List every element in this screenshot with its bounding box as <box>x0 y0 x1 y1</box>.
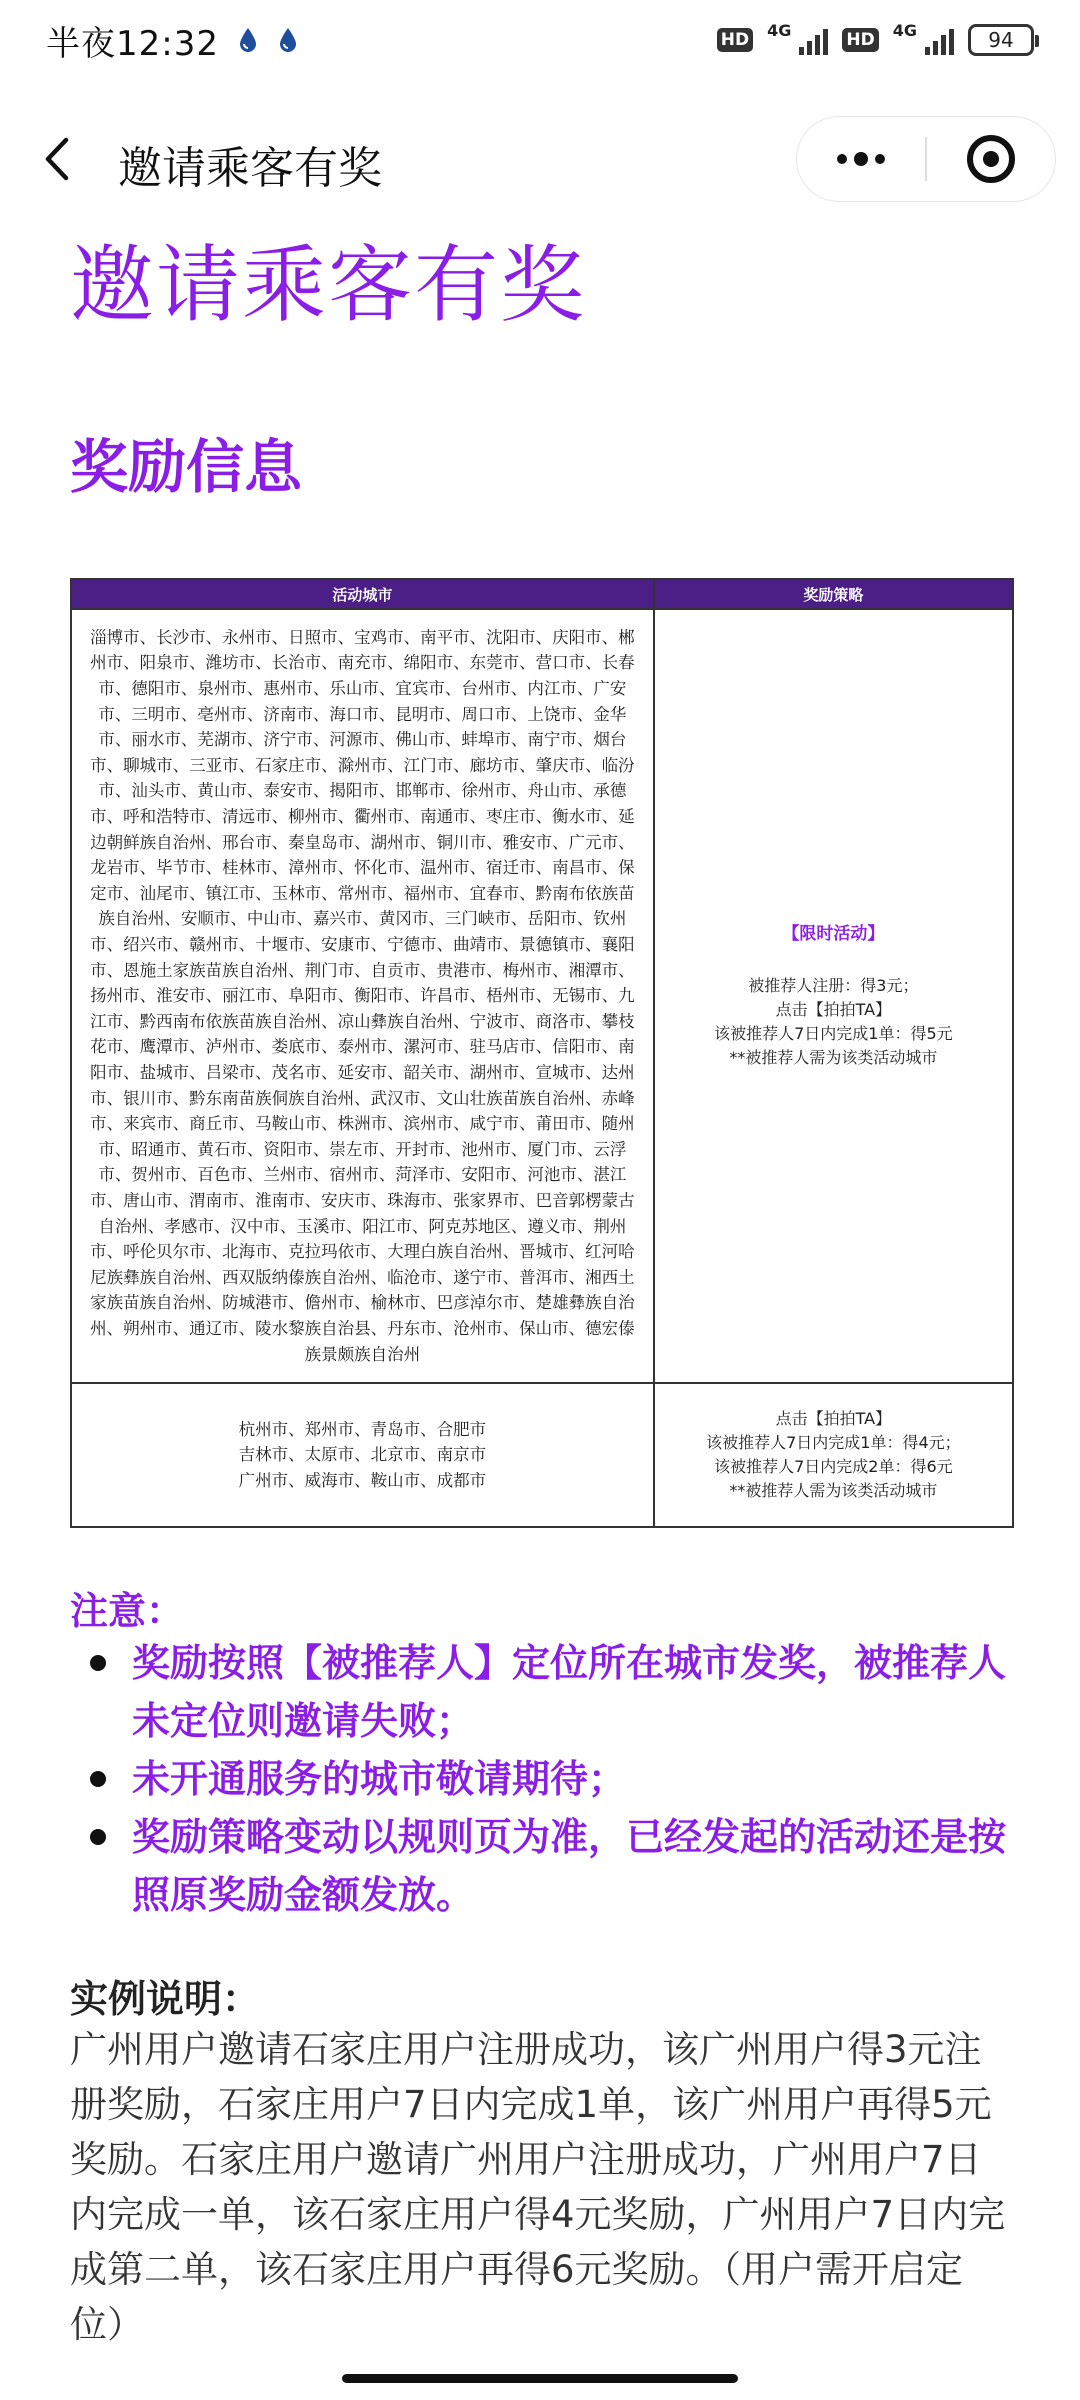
city-line: 吉林市、太原市、北京市、南京市 <box>238 1445 487 1465</box>
list-item: 奖励策略变动以规则页为准，已经发起的活动还是按照原奖励金额发放。 <box>70 1808 1010 1924</box>
table-row <box>71 609 1013 1383</box>
status-left <box>46 16 299 65</box>
notice-list <box>70 1634 1010 1924</box>
policy-line: 点击【拍拍TA】 <box>775 1409 892 1428</box>
network-type-2: 4G <box>892 20 917 40</box>
header-policy: 奖励策略 <box>654 579 1013 609</box>
hd-badge-1: HD <box>717 28 753 52</box>
table-header-row <box>71 579 1013 609</box>
battery-level: 94 <box>988 28 1014 52</box>
status-bar <box>0 0 1080 80</box>
mini-program-capsule <box>796 116 1056 202</box>
more-dot-icon <box>837 154 847 164</box>
status-right <box>717 20 1034 56</box>
more-button[interactable] <box>797 117 925 201</box>
nav-title: 邀请乘客有奖 <box>118 143 382 194</box>
reward-table <box>70 578 1014 1528</box>
cities-cell: 淄博市、长沙市、永州市、日照市、宝鸡市、南平市、沈阳市、庆阳市、郴州市、阳泉市、潍坊市、长治市、南充市、绵阳市、东莞市、营口市、长春市、德阳市、泉州市、惠州市、乐山市、宜宾市、台州市、内江市、广安市、三明市、亳州市、济南市、海口市、昆明市、周口市、上饶市、金华市、丽水市、芜湖市、济宁市、河源市、佛山市、蚌埠市、南宁市、烟台市、聊城市、三亚市、石家庄市、滁州市、江门市、廊坊市、肇庆市、临汾市、汕头市、黄山市、泰安市、揭阳市、邯郸市、徐州市、舟山市、承德市、呼和浩特市、清远市、柳州市、衢州市、南通市、枣庄市、衡水市、延边朝鲜族自治州、邢台市、秦皇岛市、湖州市、铜川市、雅安市、广元市、龙岩市、毕节市、桂林市、漳州市、怀化市、温州市、宿迁市、南昌市、保定市、汕尾市、镇江市、玉林市、常州市、福州市、宜春市、黔南布依族苗族自治州、安顺市、中山市、嘉兴市、黄冈市、三门峡市、岳阳市、钦州市、绍兴市、赣州市、十堰市、安康市、宁德市、曲靖市、景德镇市、襄阳市、恩施土家族苗族自治州、荆门市、自贡市、贵港市、梅州市、湘潭市、扬州市、淮安市、丽江市、阜阳市、衡阳市、许昌市、梧州市、无锡市、九江市、黔西南布依族苗族自治州、凉山彝族自治州、宁波市、商洛市、攀枝花市、鹰潭市、泸州市、娄底市、泰州市、漯河市、驻马店市、信阳市、南阳市、盐城市、吕梁市、茂名市、延安市、韶关市、湖州市、宣城市、达州市、银川市、黔东南苗族侗族自治州、武汉市、文山壮族苗族自治州、赤峰市、来宾市、商丘市、马鞍山市、株洲市、滨州市、咸宁市、莆田市、随州市、昭通市、黄石市、资阳市、崇左市、开封市、池州市、厦门市、云浮市、贺州市、百色市、兰州市、宿州市、菏泽市、安阳市、河池市、湛江市、唐山市、渭南市、淮南市、安庆市、珠海市、张家界市、巴音郭楞蒙古自治州、孝感市、汉中市、玉溪市、阳江市、阿克苏地区、遵义市、荆州市、呼伦贝尔市、北海市、克拉玛依市、大理白族自治州、晋城市、红河哈尼族彝族自治州、西双版纳傣族自治州、临沧市、遂宁市、普洱市、湘西土家族苗族自治州、防城港市、儋州市、榆林市、巴彦淖尔市、楚雄彝族自治州、朔州市、通辽市、陵水黎族自治县、丹东市、沧州市、保山市、德宏傣族景颇族自治州 <box>71 609 654 1383</box>
policy-line: 点击【拍拍TA】 <box>775 999 892 1019</box>
notice-title: 注意： <box>70 1589 185 1633</box>
hd-badge-2: HD <box>842 28 878 52</box>
signal-icon-1 <box>799 25 828 55</box>
page-title: 邀请乘客有奖 <box>70 236 587 334</box>
network-type-1: 4G <box>767 20 792 40</box>
policy-line: 被推荐人注册：得3元； <box>748 975 919 995</box>
close-mini-program-button[interactable] <box>927 117 1055 201</box>
policy-cell <box>654 1383 1013 1527</box>
policy-line: **被推荐人需为该类活动城市 <box>729 1047 938 1067</box>
list-item: 未开通服务的城市敬请期待； <box>70 1750 1010 1808</box>
policy-title: 【限时活动】 <box>782 924 885 945</box>
policy-line: **被推荐人需为该类活动城市 <box>729 1481 938 1500</box>
water-drop-icon <box>237 26 259 54</box>
back-button[interactable] <box>38 134 78 184</box>
city-line: 杭州市、郑州市、青岛市、合肥市 <box>238 1419 487 1439</box>
section-title: 奖励信息 <box>70 433 303 501</box>
status-time: 半夜12:32 <box>46 23 219 64</box>
policy-line: 该被推荐人7日内完成2单：得6元 <box>714 1457 953 1476</box>
header-cities: 活动城市 <box>71 579 654 609</box>
more-dot-icon <box>854 152 868 166</box>
city-line: 广州市、威海市、鞍山市、成都市 <box>238 1470 487 1490</box>
water-drop-icon-2 <box>277 26 299 54</box>
example-title: 实例说明： <box>70 1977 261 2021</box>
home-indicator[interactable] <box>342 2374 738 2383</box>
target-icon <box>967 135 1015 183</box>
policy-line: 该被推荐人7日内完成1单：得5元 <box>714 1023 953 1043</box>
example-body: 广州用户邀请石家庄用户注册成功，该广州用户得3元注册奖励，石家庄用户7日内完成1单，该广州用户再得5元奖励。石家庄用户邀请广州用户注册成功，广州用户7日内完成一单，该石家庄用户得4元奖励，广州用户7日内完成第二单，该石家庄用户再得6元奖励。（用户需开启定位） <box>70 2028 1006 2346</box>
table-row <box>71 1383 1013 1527</box>
policy-cell <box>654 609 1013 1383</box>
battery-icon <box>968 24 1034 56</box>
cities-cell <box>71 1383 654 1527</box>
policy-line: 该被推荐人7日内完成1单：得4元； <box>706 1433 961 1452</box>
chevron-left-icon <box>38 134 78 184</box>
nav-bar <box>0 110 1080 210</box>
signal-icon-2 <box>925 25 954 55</box>
list-item: 奖励按照【被推荐人】定位所在城市发奖，被推荐人未定位则邀请失败； <box>70 1634 1010 1750</box>
more-dot-icon <box>875 154 885 164</box>
